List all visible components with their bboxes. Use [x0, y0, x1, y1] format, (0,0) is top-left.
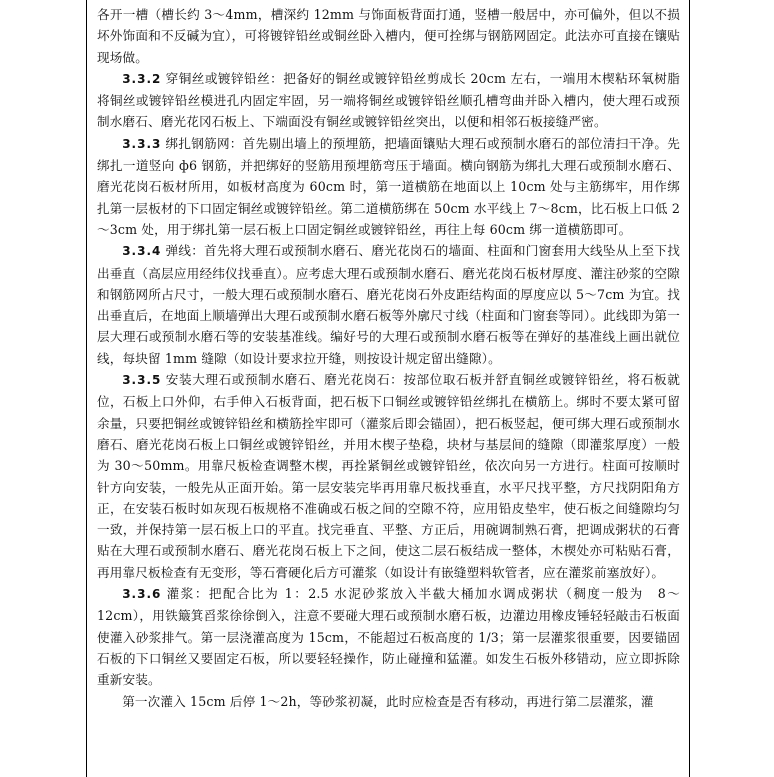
section-number: 3.3.5 [122, 373, 162, 388]
paragraph-text: 绑扎钢筋网：首先剔出墙上的预埋筋，把墙面镶贴大理石或预制水磨石的部位清扫干净。先绑扎一道竖向 ф6 钢筋，并把绑好的竖筋用预埋筋弯压于墙面。横向钢筋为绑扎大理石或预制水磨石、磨光花岗石板材所用，如板材高度为 60cm 时，第一道横筋在地面以上 10cm 处与主筋绑牢，用作绑扎第一层板材的下口固定铜丝或镀锌铅丝。第二道横筋绑在 50cm 水平线上 7～8cm，比石板上口低 2～3cm 处，用于绑扎第一层石板上口固定铜丝或镀锌铅丝，再往上每 60cm 绑一道横筋即可。 [97, 135, 680, 237]
section-number: 3.3.3 [122, 136, 162, 151]
paragraph-text: 灌浆：把配合比为 1：2.5 水泥砂浆放入半截大桶加水调成粥状（稠度一般为 8～12cm），用铁簸箕舀浆徐徐倒入，注意不要碰大理石或预制水磨石板，边灌边用橡皮锤轻轻敲击石板面使灌入砂浆排气。第一层浇灌高度为 15cm，不能超过石板高度的 1/3；第一层灌浆很重要，因要锚固石板的下口铜丝又要固定石板，所以要轻轻操作，防止碰撞和猛灌。如发生石板外移错动，应立即拆除重新安装。 [97, 586, 680, 688]
paragraph-3-3-2 [97, 68, 680, 133]
section-number: 3.3.6 [122, 587, 162, 602]
paragraph-text: 安装大理石或预制水磨石、磨光花岗石：按部位取石板并舒直铜丝或镀锌铅丝，将石板就位，石板上口外仰，右手伸入石板背面，把石板下口铜丝或镀锌铅丝绑扎在横筋上。绑时不要太紧可留余量，只要把铜丝或镀锌铅丝和横筋拴牢即可（灌浆后即会锚固），把石板竖起，便可绑大理石或预制水磨石、磨光花岗石板上口铜丝或镀锌铅丝，并用木楔子垫稳，块材与基层间的缝隙（即灌浆厚度）一般为 30～50mm。用靠尺板检查调整木楔，再拴紧铜丝或镀锌铅丝，依次向另一方进行。柱面可按顺时针方向安装，一般先从正面开始。第一层安装完毕再用靠尺板找垂直，水平尺找平整，方尺找阴阳角方正，在安装石板时如灰现石板规格不准确或石板之间的空隙不符，应用铅皮垫牢，使石板之间缝隙均匀一致，并保持第一层石板上口的平直。找完垂直、平整、方正后，用碗调制熟石膏，把调成粥状的石膏贴在大理石或预制水磨石、磨光花岗石板上下之间，使这二层石板结成一整体，木楔处亦可粘贴石膏，再用靠尺板检查有无变形，等石膏硬化后方可灌浆（如设计有嵌缝塑料软管者，应在灌浆前塞放好）。 [97, 372, 680, 580]
paragraph-3-3-5 [97, 369, 680, 583]
paragraph-3-3-6 [97, 583, 680, 690]
document-body [87, 0, 689, 712]
paragraph-3-3-3 [97, 133, 680, 240]
page-frame [86, 0, 690, 777]
paragraph-text: 第一次灌入 15cm 后停 1～2h，等砂浆初凝，此时应检查是否有移动，再进行第二层灌浆，灌 [122, 693, 654, 709]
section-number: 3.3.4 [122, 244, 162, 259]
paragraph-last [97, 691, 680, 712]
paragraph-continuation [97, 4, 680, 68]
section-number: 3.3.2 [122, 71, 162, 86]
paragraph-text: 穿铜丝或镀锌铅丝：把备好的铜丝或镀锌铅丝剪成长 20cm 左右，一端用木楔粘环氧树脂将铜丝或镀锌铅丝模进孔内固定牢固，另一端将铜丝或镀锌铅丝顺孔槽弯曲并卧入槽内，使大理石或预制水磨石、磨光花冈石板上、下端面没有铜丝或镀锌铅丝突出，以便和相邻石板接缝严密。 [97, 70, 680, 130]
paragraph-text: 弹线：首先将大理石或预制水磨石、磨光花岗石的墙面、柱面和门窗套用大线坠从上至下找出垂直（高层应用经纬仪找垂直）。应考虑大理石或预制水磨石、磨光花岗石板材厚度、灌注砂浆的空隙和钢筋网所占尺寸，一般大理石或预制水磨石、磨光花岗石外皮距结构面的厚度应以 5～7cm 为宜。找出垂直后，在地面上顺墙弹出大理石或预制水磨石板等外廓尺寸线（柱面和门窗套等同）。此线即为第一层大理石或预制水磨石等的安装基准线。编好号的大理石或预制水磨石板等在弹好的基准线上画出就位线，每块留 1mm 缝隙（如设计要求拉开缝，则按设计规定留出缝隙）。 [97, 243, 680, 366]
paragraph-3-3-4 [97, 240, 680, 369]
paragraph-text: 各开一槽（槽长约 3～4mm，槽深约 12mm 与饰面板背面打通，竖槽一般居中，亦可偏外，但以不损坏外饰面和不反碱为宜），可将镀锌铅丝或铜丝卧入槽内，便可拴绑与钢筋网固定。此法亦可直接在镶贴现场做。 [97, 7, 680, 65]
